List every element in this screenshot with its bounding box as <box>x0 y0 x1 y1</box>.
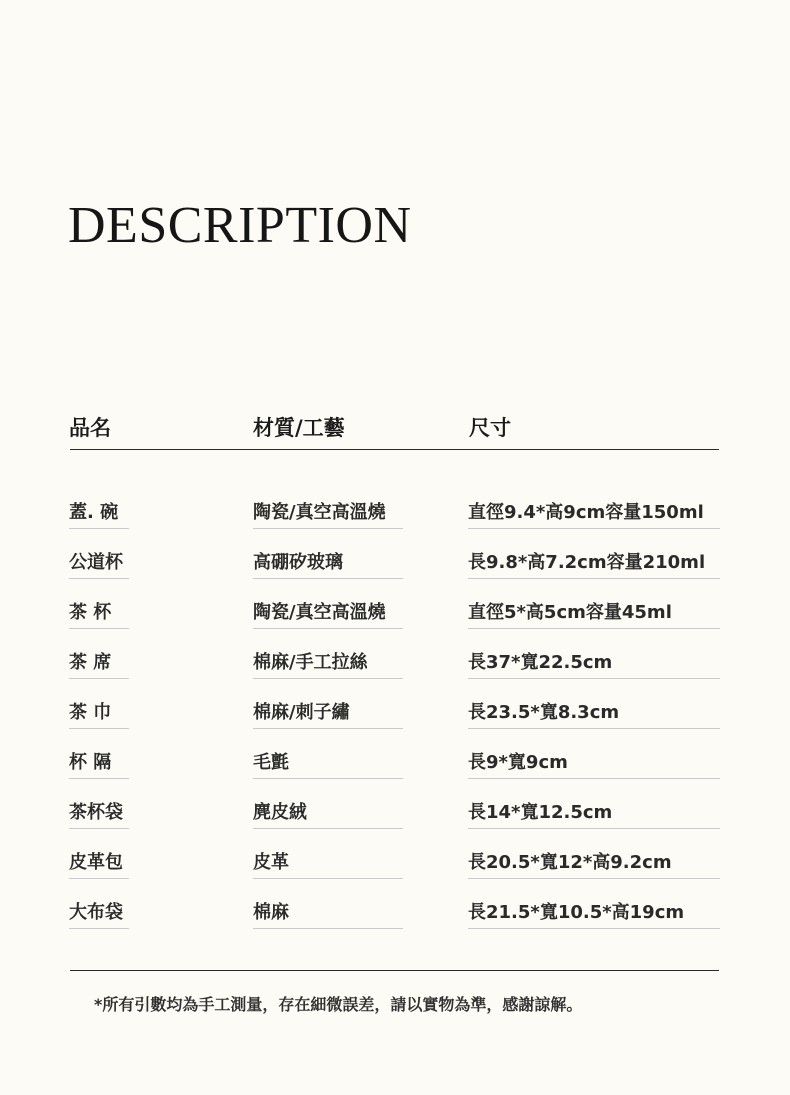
product-name-cell: 茶 杯 <box>69 598 129 629</box>
product-name-cell: 杯 隔 <box>69 748 129 779</box>
product-name-cell: 茶 巾 <box>69 698 129 729</box>
size-cell: 長14*寬12.5cm <box>468 798 720 829</box>
material-cell: 皮革 <box>253 848 403 879</box>
table-row <box>0 848 790 898</box>
table-row <box>0 748 790 798</box>
table-row <box>0 548 790 598</box>
size-cell: 長9*寬9cm <box>468 748 720 779</box>
table-bottom-rule <box>70 970 719 971</box>
size-cell: 長37*寬22.5cm <box>468 648 720 679</box>
material-cell: 陶瓷/真空高溫燒 <box>253 498 403 529</box>
table-row <box>0 698 790 748</box>
header-size: 尺寸 <box>469 416 511 440</box>
material-cell: 麂皮絨 <box>253 798 403 829</box>
table-row <box>0 798 790 848</box>
product-name-cell: 茶杯袋 <box>69 798 129 829</box>
product-name-cell: 皮革包 <box>69 848 129 879</box>
product-name-cell: 蓋. 碗 <box>69 498 129 529</box>
product-name-cell: 大布袋 <box>69 898 129 929</box>
product-name-cell: 茶 席 <box>69 648 129 679</box>
size-cell: 長9.8*高7.2cm容量210ml <box>468 548 720 579</box>
header-material: 材質/工藝 <box>253 416 345 440</box>
page-title: DESCRIPTION <box>68 197 412 254</box>
material-cell: 陶瓷/真空高溫燒 <box>253 598 403 629</box>
material-cell: 棉麻/刺子繡 <box>253 698 403 729</box>
table-top-rule <box>70 449 719 450</box>
footnote: *所有引數均為手工測量，存在細微誤差，請以實物為準，感謝諒解。 <box>94 995 583 1014</box>
table-row <box>0 498 790 548</box>
header-product-name: 品名 <box>69 416 111 440</box>
material-cell: 毛氈 <box>253 748 403 779</box>
size-cell: 直徑9.4*高9cm容量150ml <box>468 498 720 529</box>
size-cell: 直徑5*高5cm容量45ml <box>468 598 720 629</box>
size-cell: 長23.5*寬8.3cm <box>468 698 720 729</box>
table-row <box>0 598 790 648</box>
material-cell: 棉麻/手工拉絲 <box>253 648 403 679</box>
material-cell: 棉麻 <box>253 898 403 929</box>
size-cell: 長21.5*寬10.5*高19cm <box>468 898 720 929</box>
product-name-cell: 公道杯 <box>69 548 129 579</box>
material-cell: 高硼矽玻璃 <box>253 548 403 579</box>
table-row <box>0 898 790 948</box>
size-cell: 長20.5*寬12*高9.2cm <box>468 848 720 879</box>
table-header <box>0 410 790 450</box>
table-row <box>0 648 790 698</box>
